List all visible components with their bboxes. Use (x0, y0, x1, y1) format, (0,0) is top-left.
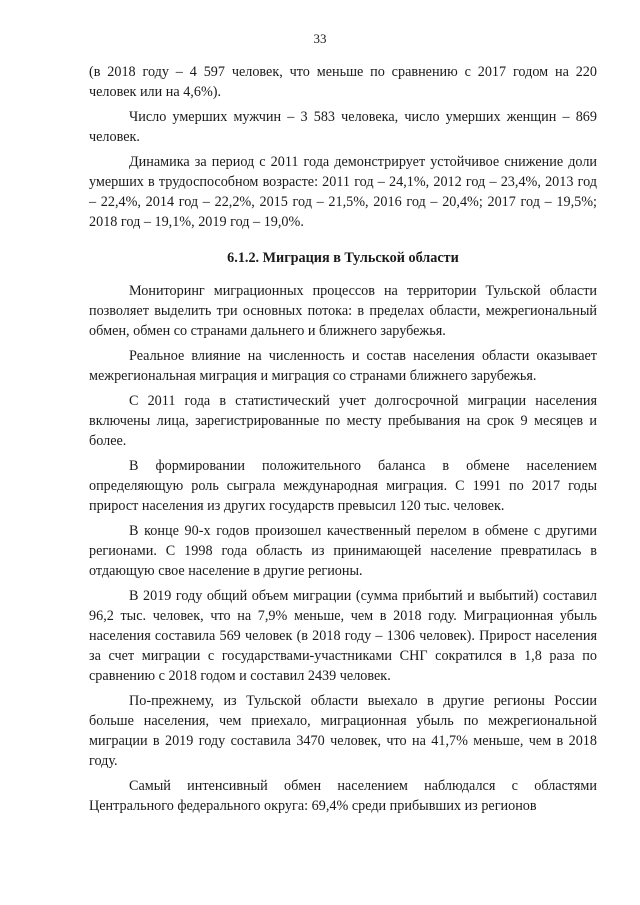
paragraph-deaths-by-sex: Число умерших мужчин – 3 583 человека, число умерших женщин – 869 человек. (89, 109, 597, 145)
paragraph-working-age-dynamics: Динамика за период с 2011 года демонстрирует устойчивое снижение доли умерших в трудоспособном возрасте: 2011 год – 24,1%, 2012 год – 23,4%, 2013 год – 22,4%, 2014 год – 22,2%, 2015 год – 21,5%, 2016 год – 20,4%; 2017 год – 19,5%; 2018 год – 19,1%, 2019 год – 19,0%. (89, 154, 597, 230)
paragraph-statistics-2011: С 2011 года в статистический учет долгосрочной миграции населения включены лица, зарегистрированные по месту пребывания на срок 9 месяцев и более. (89, 393, 597, 449)
page-number: 33 (313, 31, 327, 46)
paragraph-positive-balance: В формировании положительного баланса в обмене населением определяющую роль сыграла международная миграция. С 1991 по 2017 годы прирост населения из других государств превысил 120 тыс. человек. (89, 458, 597, 514)
paragraph-migration-2019: В 2019 году общий объем миграции (сумма прибытий и выбытий) составил 96,2 тыс. человек, что на 7,9% меньше, чем в 2018 году. Миграционная убыль населения составила 569 человек (в 2018 году – 1306 человек). Прирост населения за счет миграции с государствами-участниками СНГ сократился в 1,8 раза по сравнению с 2018 годом и составил 2439 человек. (89, 588, 597, 684)
paragraph-central-district: Самый интенсивный обмен населением наблюдался с областями Центрального федерального округа: 69,4% среди прибывших из регионов (89, 778, 597, 814)
paragraph-nineties-shift: В конце 90-х годов произошел качественный перелом в обмене с другими регионами. С 1998 года область из принимающей население превратилась в отдающую свое население в другие регионы. (89, 523, 597, 579)
paragraph-real-influence: Реальное влияние на численность и состав населения области оказывает межрегиональная миграция и миграция со странами ближнего зарубежья. (89, 348, 597, 384)
paragraph-monitoring: Мониторинг миграционных процессов на территории Тульской области позволяет выделить три основных потока: в пределах области, межрегиональный обмен, обмен со странами дальнего и ближнего зарубежья. (89, 283, 597, 339)
section-heading: 6.1.2. Миграция в Тульской области (227, 250, 459, 266)
paragraph-interregional-loss: По-прежнему, из Тульской области выехало в другие регионы России больше населения, чем приехало, миграционная убыль по межрегиональной миграции в 2019 году составила 3470 человек, что на 41,7% меньше, чем в 2018 году. (89, 693, 597, 769)
page-body (89, 62, 597, 816)
paragraph-continuation: (в 2018 году – 4 597 человек, что меньше по сравнению с 2017 годом на 220 человек или на 4,6%). (89, 64, 597, 100)
